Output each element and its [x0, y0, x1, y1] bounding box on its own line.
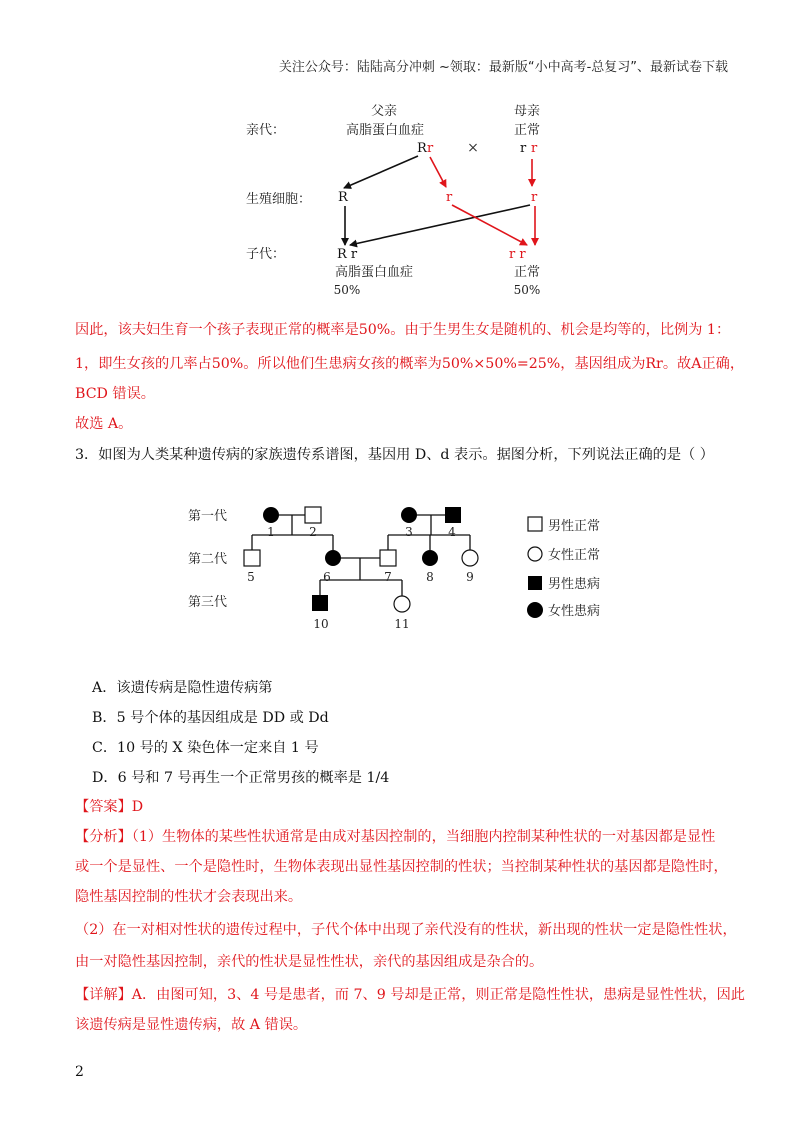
individual-10-affected-male — [312, 595, 328, 611]
legend-normal-female-label: 女性正常 — [548, 548, 601, 563]
number-6: 6 — [323, 570, 331, 584]
legend-normal-female-symbol — [528, 547, 542, 561]
option-d: D．6 号和 7 号再生一个正常男孩的概率是 1/4 — [92, 770, 390, 786]
number-8: 8 — [426, 570, 434, 584]
father-genotype-recessive: r — [427, 141, 434, 156]
mother-phenotype: 正常 — [513, 123, 541, 138]
option-c: C．10 号的 X 染色体一定来自 1 号 — [92, 740, 319, 756]
legend-normal-male-symbol — [528, 517, 542, 531]
individual-7-normal-male — [380, 550, 396, 566]
individual-9-normal-female — [462, 550, 478, 566]
number-1: 1 — [267, 525, 275, 539]
child1-phenotype: 高脂蛋白血症 — [334, 265, 414, 280]
explanation-line-4: 故选 A。 — [75, 416, 133, 432]
child2-phenotype: 正常 — [513, 265, 541, 280]
legend-affected-female-symbol — [527, 602, 543, 618]
detail-line-2: 该遗传病是显性遗传病，故 A 错误。 — [75, 1017, 308, 1033]
mother-label: 母亲 — [513, 104, 541, 119]
cross-symbol: × — [467, 140, 479, 156]
father-genotype-dominant: R — [417, 141, 427, 156]
mother-genotype-2: r — [531, 141, 538, 156]
explanation-line-1: 因此，该夫妇生育一个孩子表现正常的概率是50%。由于生男生女是随机的、机会是均等的，比例为 1： — [75, 322, 731, 338]
pedigree-chart — [0, 495, 800, 645]
page-header: 关注公众号：陆陆高分冲刺 ~领取：最新版“小中高考-总复习”、最新试卷下载 — [278, 60, 728, 75]
explanation-line-3: BCD 错误。 — [75, 386, 155, 402]
page-number: 2 — [75, 1064, 84, 1080]
analysis-line-3: 隐性基因控制的性状才会表现出来。 — [75, 889, 303, 905]
child2-ratio: 50% — [513, 283, 541, 297]
individual-5-normal-male — [244, 550, 260, 566]
gen2-label: 第二代 — [188, 552, 228, 567]
gamete-R: R — [338, 190, 348, 205]
child1-ratio: 50% — [333, 283, 361, 297]
individual-2-normal-male — [305, 507, 321, 523]
genetic-cross-diagram — [0, 95, 800, 395]
individual-11-normal-female — [394, 596, 410, 612]
number-3: 3 — [405, 525, 413, 539]
number-10: 10 — [313, 617, 329, 631]
number-9: 9 — [466, 570, 474, 584]
gamete-r-father: r — [446, 190, 453, 205]
mother-genotype-1: r — [520, 141, 527, 156]
father-phenotype: 高脂蛋白血症 — [345, 123, 425, 138]
legend-normal-male-label: 男性正常 — [548, 519, 601, 534]
gamete-r-mother: r — [531, 190, 538, 205]
analysis-line-1: 【分析】（1）生物体的某些性状通常是由成对基因控制的，当细胞内控制某种性状的一对基因都是显性 — [75, 829, 716, 845]
father-label: 父亲 — [370, 104, 398, 119]
child1-genotype: R r — [337, 247, 358, 262]
arrow-mother-r-to-child1 — [350, 205, 530, 245]
individual-4-affected-male — [445, 507, 461, 523]
gen3-label: 第三代 — [188, 595, 228, 610]
arrow-R-to-gamete — [344, 156, 418, 188]
number-2: 2 — [309, 525, 317, 539]
analysis-line-5: 由一对隐性基因控制，亲代的性状是显性性状，亲代的基因组成是杂合的。 — [75, 954, 544, 970]
number-11: 11 — [394, 617, 410, 631]
legend-affected-female-label: 女性患病 — [548, 604, 601, 619]
arrow-father-r-to-child2 — [452, 205, 527, 245]
option-b: B．5 号个体的基因组成是 DD 或 Dd — [92, 710, 329, 726]
analysis-line-2: 或一个是显性、一个是隐性时，生物体表现出显性基因控制的性状；当控制某种性状的基因都是隐性时， — [75, 859, 728, 875]
arrow-r-father-to-gamete — [430, 157, 446, 187]
individual-1-affected-female — [263, 507, 279, 523]
individual-3-affected-female — [401, 507, 417, 523]
legend-affected-male-symbol — [528, 576, 542, 590]
number-4: 4 — [448, 525, 456, 539]
parent-row-label: 亲代： — [246, 123, 286, 138]
child-row-label: 子代： — [246, 247, 286, 262]
individual-8-affected-female — [422, 550, 438, 566]
analysis-line-4: （2）在一对相对性状的遗传过程中，子代个体中出现了亲代没有的性状，新出现的性状一定是隐性性状， — [75, 922, 737, 938]
option-a: A．该遗传病是隐性遗传病第 — [92, 680, 273, 696]
question-text: 3．如图为人类某种遗传病的家族遗传系谱图，基因用 D、d 表示。据图分析，下列说法正确的是（ ） — [75, 447, 714, 463]
gen1-label: 第一代 — [188, 509, 228, 524]
number-7: 7 — [384, 570, 392, 584]
child2-genotype: r r — [509, 247, 526, 262]
detail-line-1: 【详解】A．由图可知，3、4 号是患者，而 7、9 号却是正常，则正常是隐性性状，患病是显性性状，因此 — [75, 987, 745, 1003]
answer-line: 【答案】D — [75, 799, 144, 815]
gamete-row-label: 生殖细胞： — [246, 192, 312, 207]
number-5: 5 — [247, 570, 255, 584]
legend-affected-male-label: 男性患病 — [548, 577, 601, 592]
explanation-line-2: 1，即生女孩的几率占50%。所以他们生患病女孩的概率为50%×50%=25%，基因组成为Rr。故A正确， — [75, 356, 745, 372]
individual-6-affected-female — [325, 550, 341, 566]
